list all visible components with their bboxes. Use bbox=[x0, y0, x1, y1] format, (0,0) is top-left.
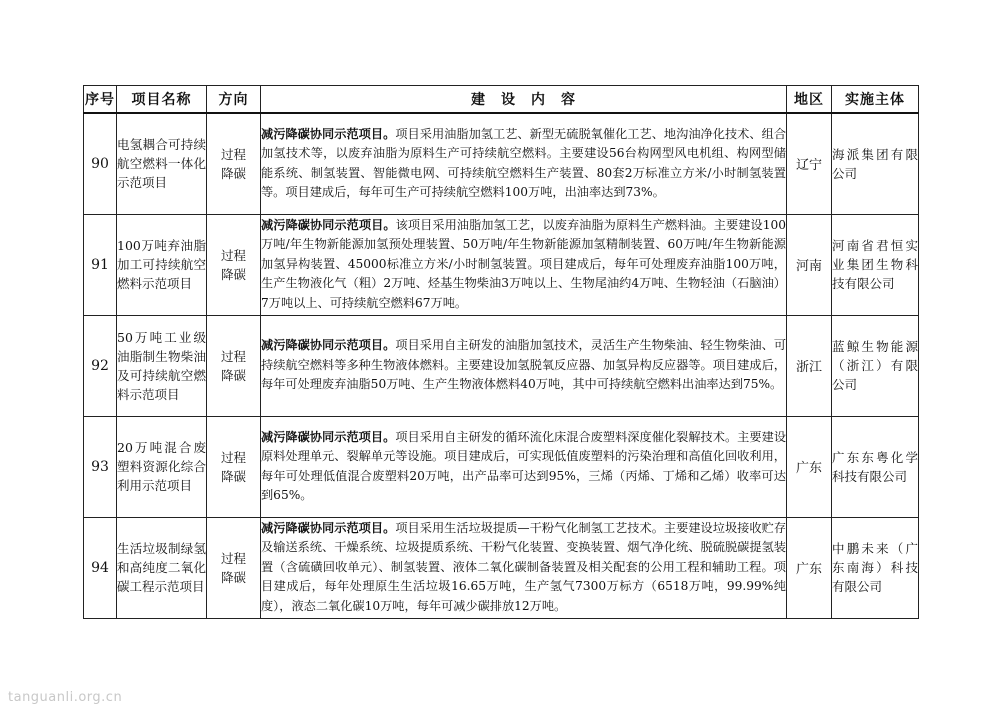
content-lead: 减污降碳协同示范项目。 bbox=[261, 338, 396, 353]
header-name: 项目名称 bbox=[117, 86, 207, 114]
project-direction bbox=[207, 517, 261, 618]
project-region: 广东 bbox=[787, 517, 832, 618]
project-direction bbox=[207, 113, 261, 214]
direction-line: 降碳 bbox=[220, 266, 246, 282]
direction-line: 过程 bbox=[220, 247, 246, 263]
project-org: 蓝鲸生物能源（浙江）有限公司 bbox=[832, 315, 919, 416]
header-region: 地区 bbox=[787, 86, 832, 114]
row-number: 91 bbox=[84, 214, 117, 315]
project-content bbox=[261, 416, 787, 517]
content-lead: 减污降碳协同示范项目。 bbox=[261, 520, 396, 535]
project-name: 50万吨工业级油脂制生物柴油及可持续航空燃料示范项目 bbox=[117, 315, 207, 416]
direction-line: 过程 bbox=[220, 449, 246, 465]
direction-line: 降碳 bbox=[220, 569, 246, 585]
projects-table bbox=[83, 85, 919, 619]
project-name: 电氢耦合可持续航空燃料一体化示范项目 bbox=[117, 113, 207, 214]
direction-line: 降碳 bbox=[220, 468, 246, 484]
header-content: 建 设 内 容 bbox=[261, 86, 787, 114]
watermark-text: tanguanli.org.cn bbox=[8, 690, 123, 705]
header-direction: 方向 bbox=[207, 86, 261, 114]
row-number: 90 bbox=[84, 113, 117, 214]
content-text: 项目采用自主研发的循环流化床混合废塑料深度催化裂解技术。主要建设原料处理单元、裂解单元等设施。项目建成后，可实现低值废塑料的污染治理和高值化回收利用，每年可处理低值混合废塑料20万吨，出产品率可达到95%，三烯（丙烯、丁烯和乙烯）收率可达到65%。 bbox=[261, 429, 787, 502]
project-direction bbox=[207, 315, 261, 416]
content-text: 项目采用油脂加氢工艺、新型无硫脱氧催化工艺、地沟油净化技术、组合加氢技术等，以废弃油脂为原料生产可持续航空燃料。主要建设56台构网型风电机组、构网型储能系统、制氢装置、智能微电网、可持续航空燃料生产装置、80套2万标准立方米/小时制氢装置等。项目建成后，每年可生产可持续航空燃料100万吨，出油率达到73%。 bbox=[261, 126, 787, 200]
content-lead: 减污降碳协同示范项目。 bbox=[261, 126, 396, 141]
project-name: 20万吨混合废塑料资源化综合利用示范项目 bbox=[117, 416, 207, 517]
row-number: 93 bbox=[84, 416, 117, 517]
header-org: 实施主体 bbox=[832, 86, 919, 114]
table-row bbox=[84, 214, 919, 315]
project-region: 河南 bbox=[787, 214, 832, 315]
table-row bbox=[84, 517, 919, 618]
direction-line: 过程 bbox=[220, 146, 246, 162]
direction-line: 降碳 bbox=[220, 367, 246, 383]
content-lead: 减污降碳协同示范项目。 bbox=[261, 217, 396, 232]
row-number: 94 bbox=[84, 517, 117, 618]
project-content bbox=[261, 214, 787, 315]
project-region: 广东 bbox=[787, 416, 832, 517]
table-row bbox=[84, 416, 919, 517]
table-row bbox=[84, 113, 919, 214]
project-direction bbox=[207, 416, 261, 517]
table-header-row bbox=[84, 86, 919, 114]
direction-line: 过程 bbox=[220, 348, 246, 364]
project-org: 海派集团有限公司 bbox=[832, 113, 919, 214]
project-content bbox=[261, 517, 787, 618]
header-no: 序号 bbox=[84, 86, 117, 114]
row-number: 92 bbox=[84, 315, 117, 416]
project-region: 浙江 bbox=[787, 315, 832, 416]
project-org: 河南省君恒实业集团生物科技有限公司 bbox=[832, 214, 919, 315]
project-name: 生活垃圾制绿氢和高纯度二氧化碳工程示范项目 bbox=[117, 517, 207, 618]
project-content bbox=[261, 113, 787, 214]
direction-line: 过程 bbox=[220, 550, 246, 566]
project-name: 100万吨弃油脂加工可持续航空燃料示范项目 bbox=[117, 214, 207, 315]
project-direction bbox=[207, 214, 261, 315]
table-row bbox=[84, 315, 919, 416]
project-content bbox=[261, 315, 787, 416]
project-org: 广东东粤化学科技有限公司 bbox=[832, 416, 919, 517]
project-org: 中鹏未来（广东南海）科技有限公司 bbox=[832, 517, 919, 618]
project-region: 辽宁 bbox=[787, 113, 832, 214]
content-text: 项目采用自主研发的油脂加氢技术，灵活生产生物柴油、轻生物柴油、可持续航空燃料等多种生物液体燃料。主要建设加氢脱氧反应器、加氢异构反应器等。项目建成后，每年可处理废弃油脂50万吨、生产生物液体燃料40万吨，其中可持续航空燃料出油率达到75%。 bbox=[261, 338, 787, 392]
content-text: 该项目采用油脂加氢工艺，以废弃油脂为原料生产燃料油。主要建设100万吨/年生物新能源加氢预处理装置、50万吨/年生物新能源加氢精制装置、60万吨/年生物新能源加氢异构装置、45000标准立方米/小时制氢装置。项目建成后，每年可处理废弃油脂100万吨，生产生物液化气（粗）2万吨、烃基生物柴油3万吨以上、生物尾油约4万吨、生物轻油（石脑油）7万吨以上、可持续航空燃料67万吨。 bbox=[261, 217, 787, 310]
content-lead: 减污降碳协同示范项目。 bbox=[261, 429, 396, 444]
content-text: 项目采用生活垃圾提质—干粉气化制氢工艺技术。主要建设垃圾接收贮存及输送系统、干燥系统、垃圾提质系统、干粉气化装置、变换装置、烟气净化统、脱硫脱碳提氢装置（含硫磺回收单元）、制氢装置、液体二氧化碳制备装置及相关配套的公用工程和辅助工程。项目建成后，每年处理原生生活垃圾16.65万吨，生产氢气7300万标方（6518万吨，99.99%纯度），液态二氧化碳10万吨，每年可减少碳排放12万吨。 bbox=[261, 520, 787, 613]
direction-line: 降碳 bbox=[220, 165, 246, 181]
